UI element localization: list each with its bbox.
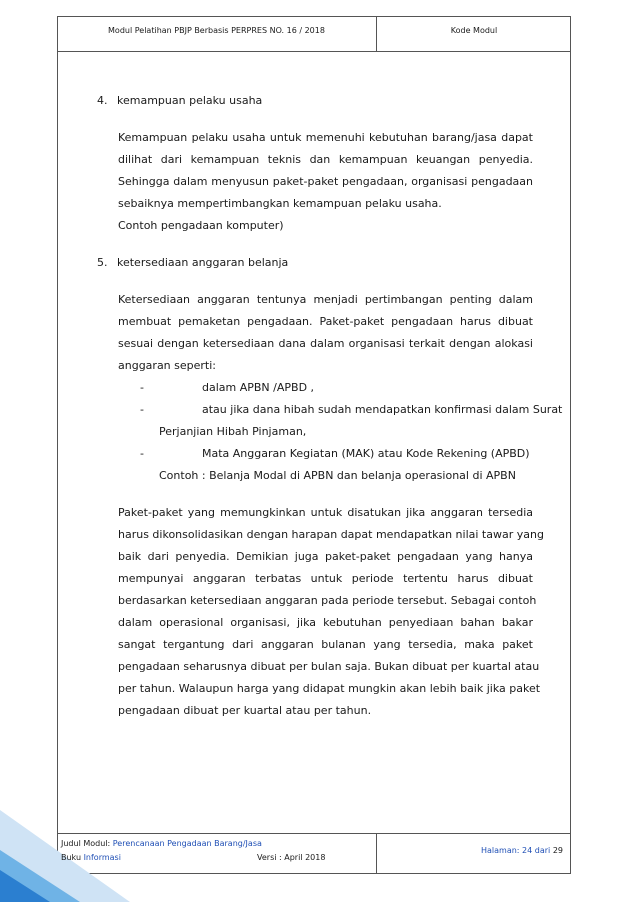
page-number [481,846,563,855]
paragraph-line: berdasarkan ketersediaan anggaran pada periode tersebut. Sebagai contoh [118,594,537,607]
bullet-text-continued: Perjanjian Hibah Pinjaman, [159,425,307,438]
paragraph-line: baik dari penyedia. Demikian juga paket-paket pengadaan yang hanya [118,550,533,563]
section-5-number: 5. [97,256,108,269]
footer-version: Versi : April 2018 [257,853,326,862]
buku-value: Informasi [83,853,121,862]
paragraph-line: membuat pemaketan pengadaan. Paket-paket pengadaan harus dibuat [118,315,533,328]
paragraph-line: mempunyai anggaran terbatas untuk periode tertentu harus dibuat [118,572,533,585]
section-4-title: kemampuan pelaku usaha [117,94,263,107]
total-pages: 29 [552,846,563,855]
judul-value: Perencanaan Pengadaan Barang/Jasa [112,839,262,848]
paragraph-line: harus dikonsolidasikan dengan harapan dapat mendapatkan nilai tawar yang [118,528,544,541]
footer-page-info [377,834,571,874]
paragraph-line: Sehingga dalam menyusun paket-paket pengadaan, organisasi pengadaan [118,175,533,188]
paragraph-line: dalam operasional organisasi, jika kebutuhan penyediaan bahan bakar [118,616,533,629]
section-4-heading [97,90,533,112]
paragraph-line: pengadaan dibuat per kuartal atau per tahun. [118,704,372,717]
footer-book [61,853,121,862]
paragraph-line: Paket-paket yang memungkinkan untuk disatukan jika anggaran tersedia [118,506,533,519]
paragraph-line: Ketersediaan anggaran tentunya menjadi pertimbangan penting dalam [118,293,533,306]
paragraph-line: Contoh pengadaan komputer) [118,219,284,232]
bullet-item [97,399,563,421]
section-5-heading [97,252,533,274]
bullet-text: atau jika dana hibah sudah mendapatkan konfirmasi dalam Surat [202,403,563,416]
halaman-label: Halaman: 24 dari [481,846,551,855]
module-code-label: Kode Modul [450,26,498,35]
section-4-number: 4. [97,94,108,107]
bullet-dash: - [140,447,144,460]
footer-module-title [61,839,262,848]
bullet-item [97,443,533,465]
bullet-dash: - [140,403,144,416]
paragraph-line: sesuai dengan ketersediaan dana dalam organisasi terkait dengan alokasi [118,337,533,350]
buku-label: Buku [61,853,82,862]
document-header [57,16,571,52]
bullet-text-continued: Contoh : Belanja Modal di APBN dan belanja operasional di APBN [159,469,516,482]
module-title: Modul Pelatihan PBJP Berbasis PERPRES NO. 16 / 2018 [57,16,377,51]
bullet-dash: - [140,381,144,394]
bullet-text: dalam APBN /APBD , [202,381,315,394]
bullet-item [97,377,533,399]
main-content [97,90,563,722]
bullet-text: Mata Anggaran Kegiatan (MAK) atau Kode Rekening (APBD) [202,447,530,460]
paragraph-line: per tahun. Walaupun harga yang didapat mungkin akan lebih baik jika paket [118,682,541,695]
paragraph-line: sangat tergantung dari anggaran bulanan yang tersedia, maka paket [118,638,533,651]
paragraph-line: sebaiknya mempertimbangkan kemampuan pelaku usaha. [118,197,442,210]
section-5-title: ketersediaan anggaran belanja [117,256,289,269]
paragraph-line: anggaran seperti: [118,359,216,372]
footer-module-info [57,834,377,874]
paragraph-line: Kemampuan pelaku usaha untuk memenuhi kebutuhan barang/jasa dapat [118,131,533,144]
paragraph-line: dilihat dari kemampuan teknis dan kemampuan keuangan penyedia. [118,153,533,166]
paragraph-line: pengadaan seharusnya dibuat per bulan saja. Bukan dibuat per kuartal atau [118,660,540,673]
document-footer [57,833,571,874]
judul-label: Judul Modul: [61,839,111,848]
